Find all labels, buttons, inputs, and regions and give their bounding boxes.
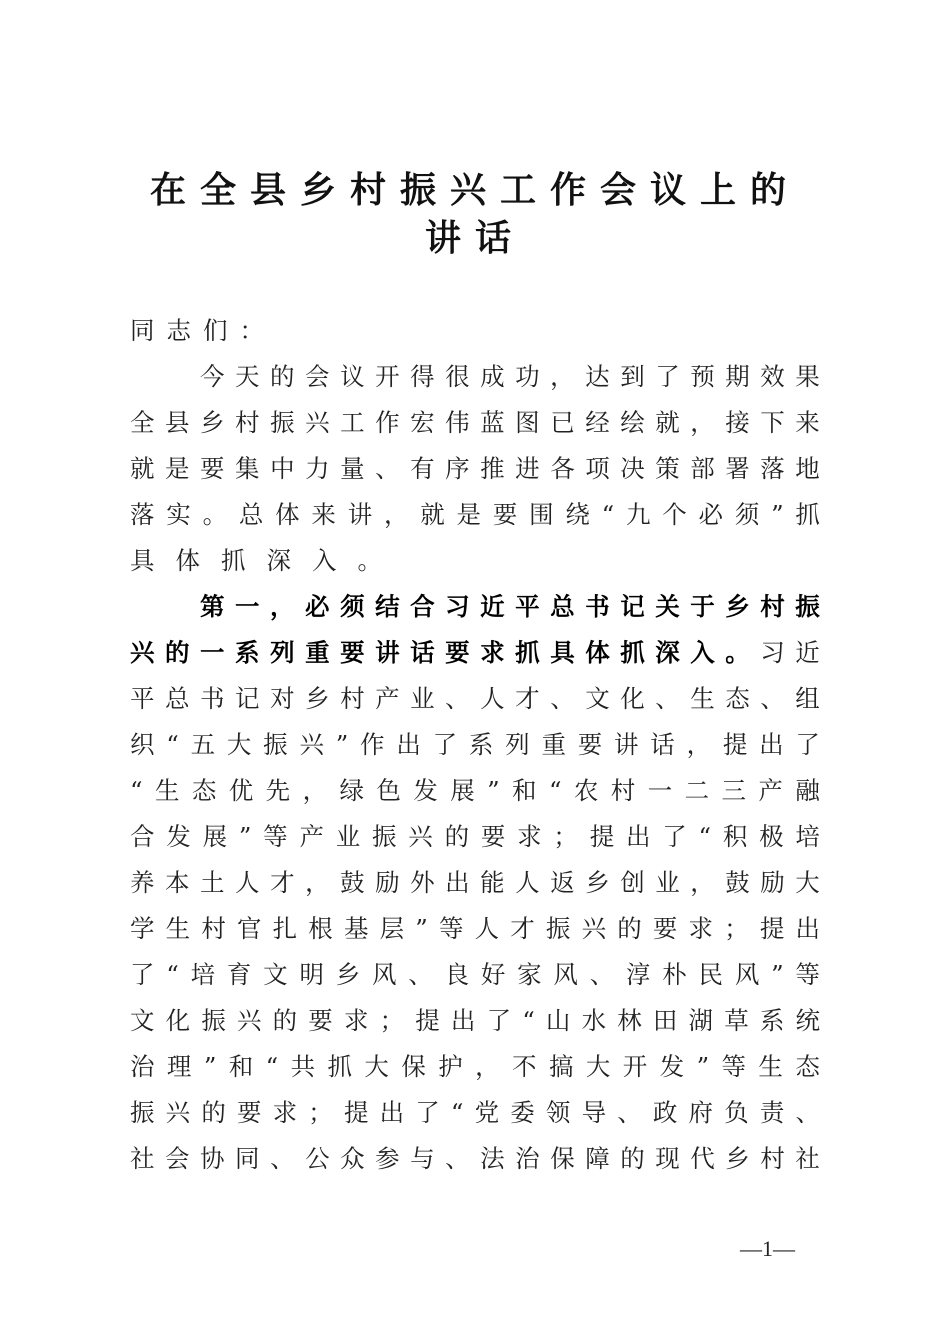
document-title-line-2: 讲话 <box>424 217 525 259</box>
body-line: 平 总 书 记 对 乡 村 产 业 、 人 才 、 文 化 、 生 态 、 组 <box>130 684 820 713</box>
page-number: —1— <box>740 1236 795 1261</box>
document-title-line-1: 在全县乡村振兴工作会议上的 <box>149 169 800 211</box>
body-lines <box>130 354 830 1182</box>
body-line: 养 本 土 人 才 ， 鼓 励 外 出 能 人 返 乡 创 业 ， 鼓 励 大 <box>130 868 820 897</box>
salutation: 同志们： <box>130 316 276 345</box>
body-line: 兴 的 一 系 列 重 要 讲 话 要 求 抓 具 体 抓 深 入 。 习 近 <box>130 638 820 667</box>
body-line: 织 “ 五 大 振 兴 ” 作 出 了 系 列 重 要 讲 话 ， 提 出 了 <box>130 730 820 759</box>
body-line: 学 生 村 官 扎 根 基 层 ” 等 人 才 振 兴 的 要 求 ； 提 出 <box>130 914 820 943</box>
document-body <box>130 308 830 1182</box>
body-line: “ 生 态 优 先 ， 绿 色 发 展 ” 和 “ 农 村 一 二 三 产 融 <box>130 776 820 805</box>
body-line: 社 会 协 同 、 公 众 参 与 、 法 治 保 障 的 现 代 乡 村 社 <box>130 1144 820 1173</box>
body-line: 就 是 要 集 中 力 量 、 有 序 推 进 各 项 决 策 部 署 落 地 <box>130 454 820 483</box>
body-line: 具 体 抓 深 入 。 <box>130 546 382 575</box>
body-line: 了 “ 培 育 文 明 乡 风 、 良 好 家 风 、 淳 朴 民 风 ” 等 <box>130 960 820 989</box>
body-line: 第 一 ， 必 须 结 合 习 近 平 总 书 记 关 于 乡 村 振 <box>200 592 820 621</box>
body-line: 治 理 ” 和 “ 共 抓 大 保 护 ， 不 搞 大 开 发 ” 等 生 态 <box>130 1052 820 1081</box>
body-line: 文 化 振 兴 的 要 求 ； 提 出 了 “ 山 水 林 田 湖 草 系 统 <box>130 1006 820 1035</box>
body-line: 落 实 。 总 体 来 讲 ， 就 是 要 围 绕 “ 九 个 必 须 ” 抓 <box>130 500 820 529</box>
body-line: 今 天 的 会 议 开 得 很 成 功 ， 达 到 了 预 期 效 果 <box>200 362 820 391</box>
body-line: 振 兴 的 要 求 ； 提 出 了 “ 党 委 领 导 、 政 府 负 责 、 <box>130 1098 820 1127</box>
body-line: 合 发 展 ” 等 产 业 振 兴 的 要 求 ； 提 出 了 “ 积 极 培 <box>130 822 820 851</box>
body-line: 全 县 乡 村 振 兴 工 作 宏 伟 蓝 图 已 经 绘 就 ， 接 下 来 <box>130 408 820 437</box>
